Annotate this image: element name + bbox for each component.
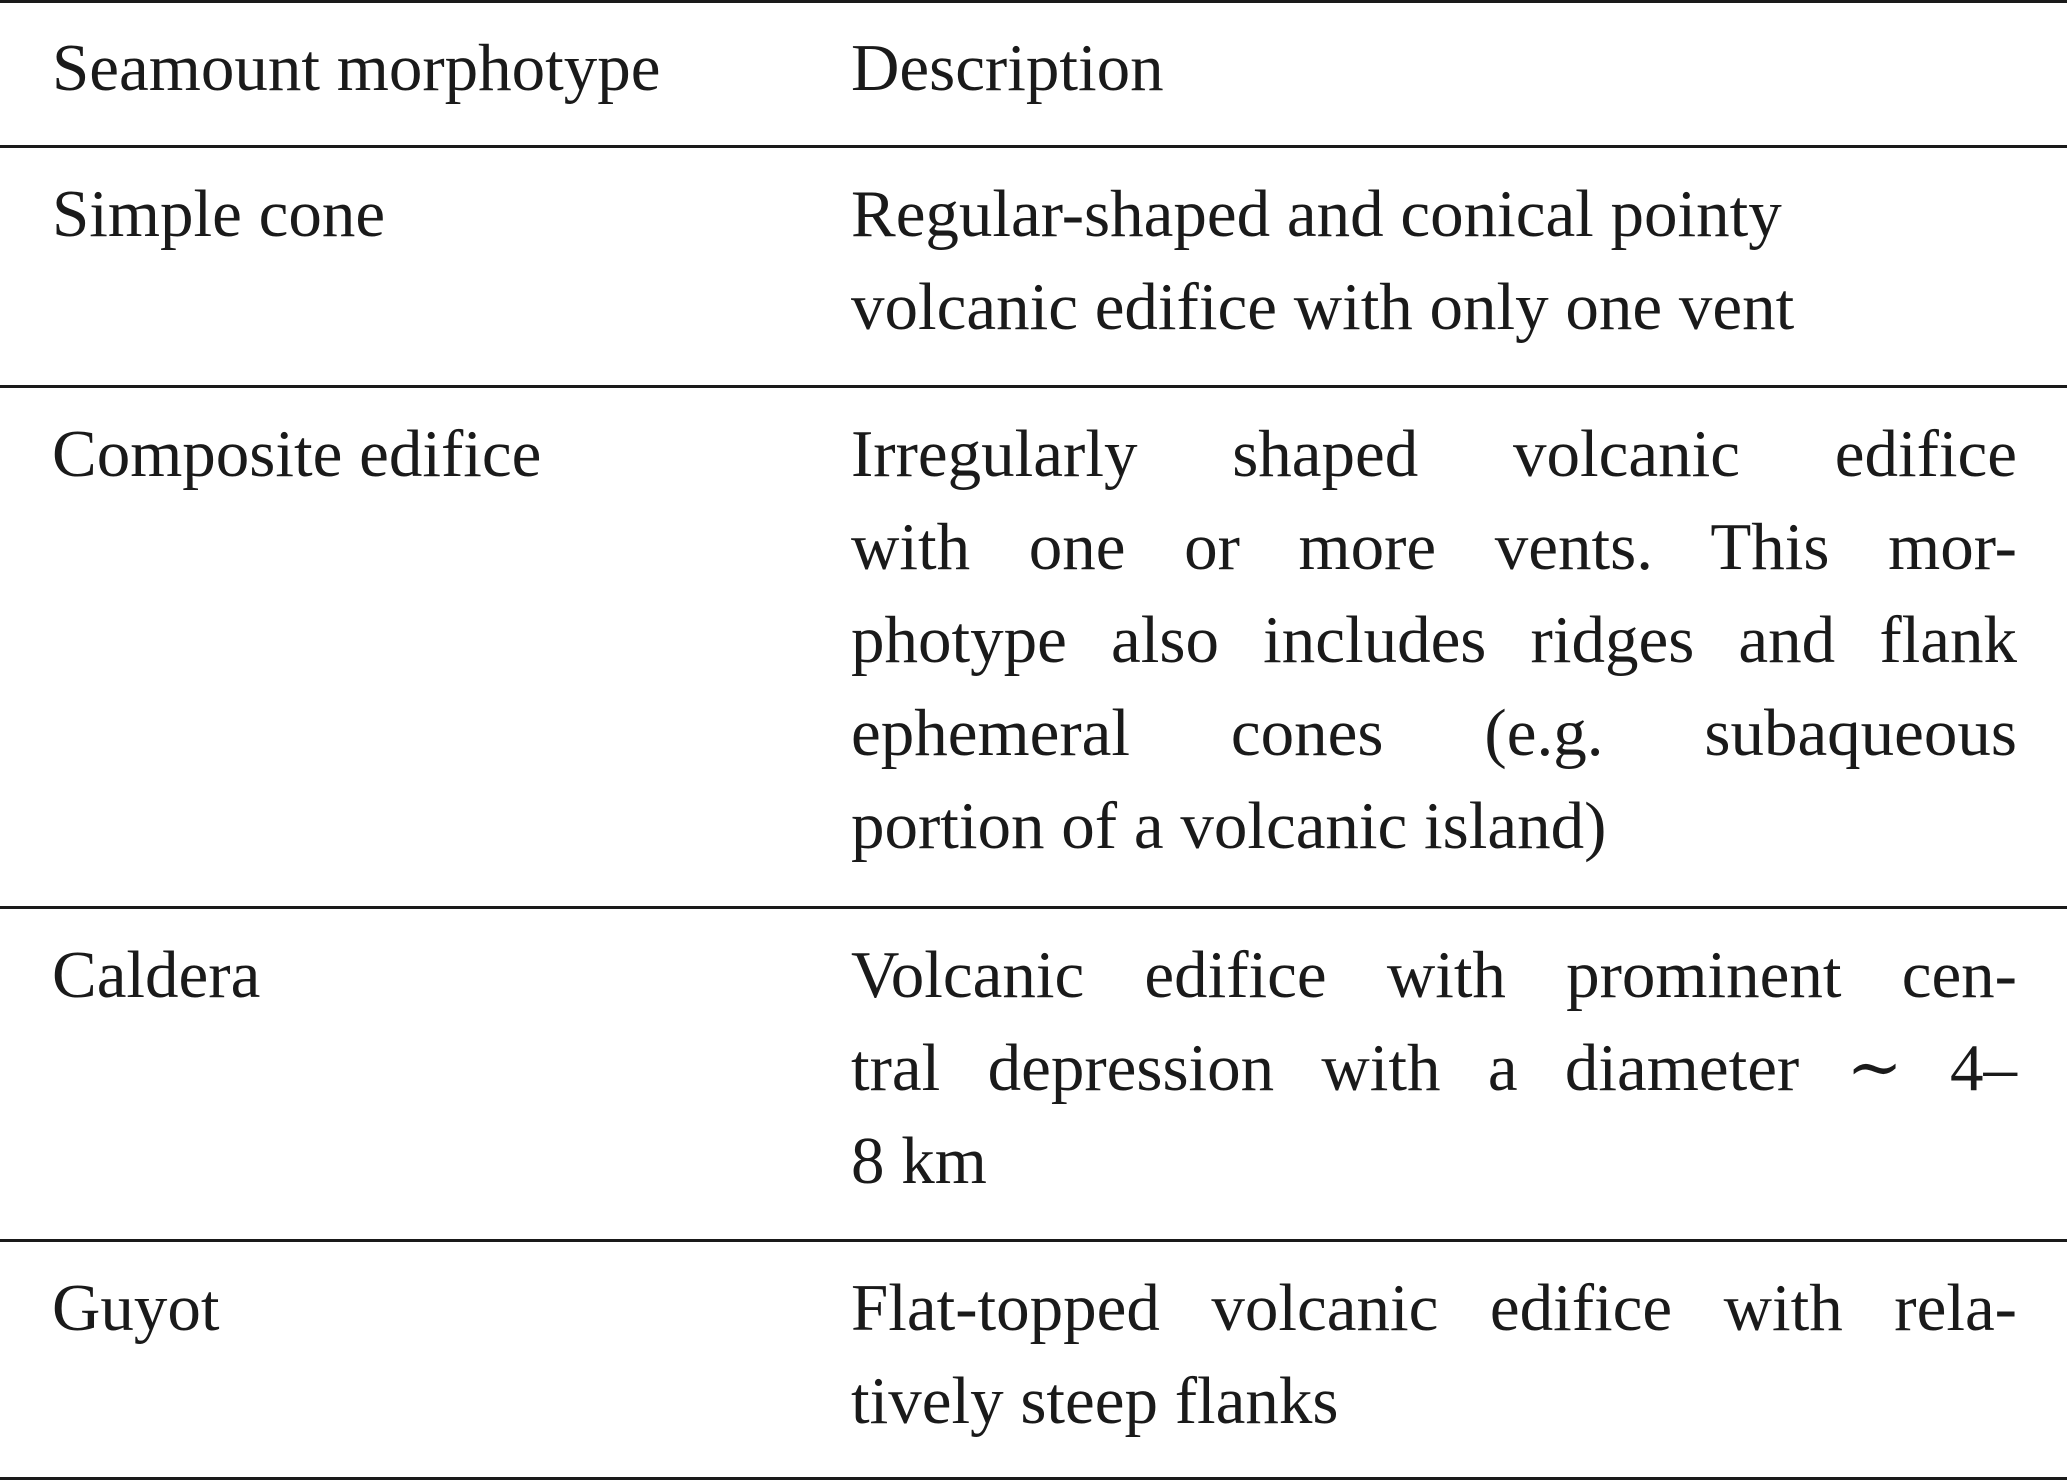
description-line: ephemeral cones (e.g. subaqueous — [851, 696, 2017, 770]
description-guyot — [851, 1262, 2017, 1448]
header-description: Description — [851, 31, 1164, 105]
description-composite-edifice — [851, 408, 2017, 873]
description-line: 8 km — [851, 1124, 987, 1198]
table-bottom-rule — [0, 1477, 2067, 1480]
row-rule — [0, 1239, 2067, 1242]
description-line: portion of a volcanic island) — [851, 789, 1607, 863]
description-simple-cone — [851, 168, 2017, 354]
row-rule — [0, 385, 2067, 388]
description-line: tively steep flanks — [851, 1364, 1339, 1438]
morphotype-simple-cone: Simple cone — [52, 177, 386, 251]
description-line: Volcanic edifice with prominent cen- — [851, 938, 2017, 1012]
description-line: with one or more vents. This mor- — [851, 510, 2017, 584]
description-line: Regular-shaped and conical pointy — [851, 177, 1782, 251]
description-line: photype also includes ridges and flank — [851, 603, 2017, 677]
morphotype-guyot: Guyot — [52, 1271, 220, 1345]
table-top-rule — [0, 0, 2067, 3]
description-line: volcanic edifice with only one vent — [851, 270, 1795, 344]
description-caldera — [851, 929, 2017, 1208]
description-line: tral depression with a diameter ∼ 4– — [851, 1031, 2017, 1105]
row-rule — [0, 906, 2067, 909]
header-morphotype: Seamount morphotype — [52, 31, 661, 105]
description-line: Flat-topped volcanic edifice with rela- — [851, 1271, 2017, 1345]
morphotype-caldera: Caldera — [52, 938, 261, 1012]
description-line: Irregularly shaped volcanic edifice — [851, 417, 2017, 491]
morphotype-composite-edifice: Composite edifice — [52, 417, 542, 491]
header-rule — [0, 145, 2067, 148]
